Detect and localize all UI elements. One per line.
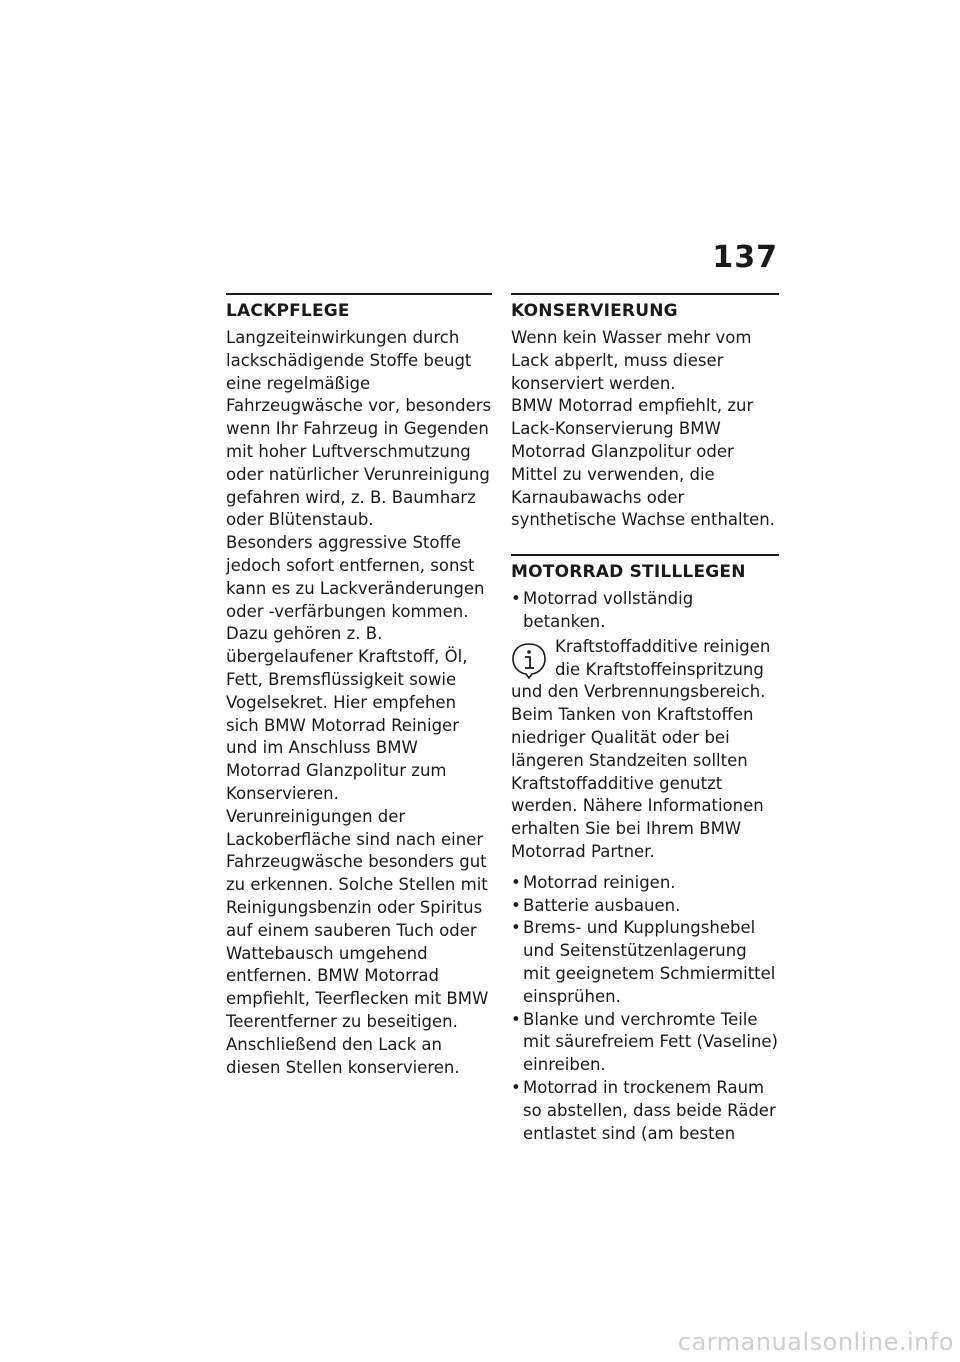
list-item <box>511 895 779 918</box>
bullet-icon: • <box>511 872 521 892</box>
list-item-text: Blanke und verchromte Teile mit säurefreiem Fett (Vaseline) einreiben. <box>523 1009 778 1075</box>
info-icon <box>509 640 549 680</box>
info-note <box>511 636 779 864</box>
right-column <box>511 293 779 1145</box>
bullet-list <box>511 588 779 634</box>
list-item <box>511 588 779 634</box>
section-rule <box>511 554 779 556</box>
section-heading-motorrad-stilllegen: MOTORRAD STILLLEGEN <box>511 562 746 583</box>
bullet-icon: • <box>511 918 521 938</box>
list-item <box>511 917 779 1008</box>
list-item <box>511 1077 779 1145</box>
paragraph: Verunreinigungen der Lackoberfläche sind nach einer Fahrzeugwäsche besonders gut zu erkennen. Solche Stellen mit Reinigungsbenzin oder Spiritus auf einem sauberen Tuch oder Wattebausch umgehend entfernen. BMW Motorrad empfiehlt, Teerflecken mit BMW Teerentferner zu beseitigen. Anschließend den Lack an diesen Stellen konservieren. <box>226 806 489 1077</box>
list-item-text: Brems- und Kupplungshebel und Seitenstützenlagerung mit geeignetem Schmiermittel einsprühen. <box>523 918 776 1006</box>
section-rule <box>511 293 779 295</box>
list-item <box>511 1009 779 1077</box>
info-note-text: Kraftstoffadditive reinigen die Kraftstoffeinspritzung und den Verbrennungsbereich. Beim Tanken von Kraftstoffen niedriger Qualität oder bei längeren Standzeiten sollten Kraftstoffadditive genutzt werden. Nähere Informationen erhalten Sie bei Ihrem BMW Motorrad Partner. <box>511 636 771 861</box>
page-number: 137 <box>712 240 778 275</box>
section-heading-lackpflege: LACKPFLEGE <box>226 301 350 321</box>
paragraph: Langzeiteinwirkungen durch lackschädigende Stoffe beugt eine regelmäßige Fahrzeugwäsche vor, besonders wenn Ihr Fahrzeug in Gegenden mit hoher Luftverschmutzung oder natürlicher Verunreinigung gefahren wird, z. B. Baumharz oder Blütenstaub. <box>226 328 492 530</box>
left-column <box>226 293 492 1079</box>
paragraph: Besonders aggressive Stoffe jedoch sofort entfernen, sonst kann es zu Lackveränderungen oder -verfärbungen kommen. Dazu gehören z. B. übergelaufener Kraftstoff, Öl, Fett, Bremsflüssigkeit sowie Vogelsekret. Hier empfehen sich BMW Motorrad Reiniger und im Anschluss BMW Motorrad Glanzpolitur zum Konservieren. <box>226 533 485 803</box>
bullet-icon: • <box>511 895 521 915</box>
watermark: carmanualsonline.info <box>677 1328 954 1356</box>
section-rule <box>226 293 492 295</box>
section-heading-konservierung: KONSERVIERUNG <box>511 301 678 321</box>
list-item <box>511 872 779 895</box>
spacer <box>511 532 779 554</box>
list-item-text: Motorrad in trockenem Raum so abstellen, dass beide Räder entlastet sind (am besten <box>523 1077 776 1143</box>
bullet-icon: • <box>511 1009 521 1029</box>
bullet-icon: • <box>511 1077 521 1097</box>
paragraph: Wenn kein Wasser mehr vom Lack abperlt, muss dieser konserviert werden. <box>511 328 752 393</box>
list-item-text: Batterie ausbauen. <box>523 895 681 915</box>
list-item-text: Motorrad vollständig betanken. <box>523 589 694 631</box>
paragraph: BMW Motorrad empfiehlt, zur Lack-Konservierung BMW Motorrad Glanzpolitur oder Mittel zu verwenden, die Karnaubawachs oder synthetische Wachse enthalten. <box>511 396 775 530</box>
list-item-text: Motorrad reinigen. <box>523 872 676 892</box>
bullet-list <box>511 872 779 1146</box>
bullet-icon: • <box>511 589 521 609</box>
